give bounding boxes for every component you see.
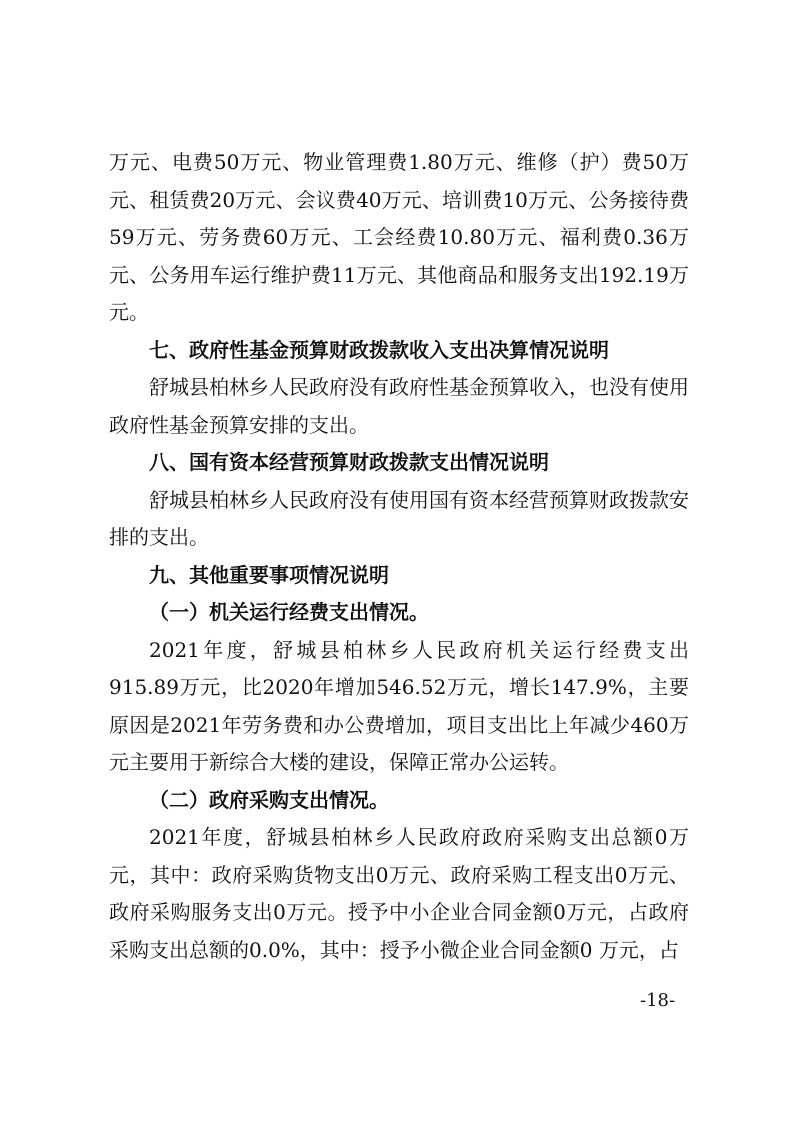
- paragraph-operating-expenses: 2021年度，舒城县柏林乡人民政府机关运行经费支出915.89万元，比2020年增加546.52万元，增长147.9%，主要原因是2021年劳务费和办公费增加，项目支出比上年减少460万元主要用于新综合大楼的建设，保障正常办公运转。: [109, 637, 689, 774]
- paragraph-expense-details: 万元、电费50万元、物业管理费1.80万元、维修（护）费50万元、租赁费20万元、会议费40万元、培训费10万元、公务接待费59万元、劳务费60万元、工会经费10.80万元、福利费0.36万元、公务用车运行维护费11万元、其他商品和服务支出192.19万元。: [109, 150, 689, 324]
- section-heading-government-fund: 七、政府性基金预算财政拨款收入支出决算情况说明: [149, 337, 609, 362]
- subheading-operating-expenses: （一）机关运行经费支出情况。: [149, 600, 429, 624]
- page-content: [109, 144, 689, 969]
- paragraph-government-fund: 舒城县柏林乡人民政府没有政府性基金预算收入，也没有使用政府性基金预算安排的支出。: [109, 375, 689, 437]
- paragraph-state-capital: 舒城县柏林乡人民政府没有使用国有资本经营预算财政拨款安排的支出。: [109, 487, 689, 549]
- section-heading-state-capital: 八、国有资本经营预算财政拨款支出情况说明: [149, 450, 549, 474]
- page-number: -18-: [640, 990, 676, 1011]
- section-heading-other-matters: 九、其他重要事项情况说明: [149, 562, 389, 587]
- subheading-procurement: （二）政府采购支出情况。: [149, 787, 389, 812]
- paragraph-procurement: 2021年度，舒城县柏林乡人民政府政府采购支出总额0万元，其中：政府采购货物支出0万元、政府采购工程支出0万元、政府采购服务支出0万元。授予中小企业合同金额0万元，占政府采购支出总额的0.0%，其中：授予小微企业合同金额0 万元，占: [109, 825, 689, 962]
